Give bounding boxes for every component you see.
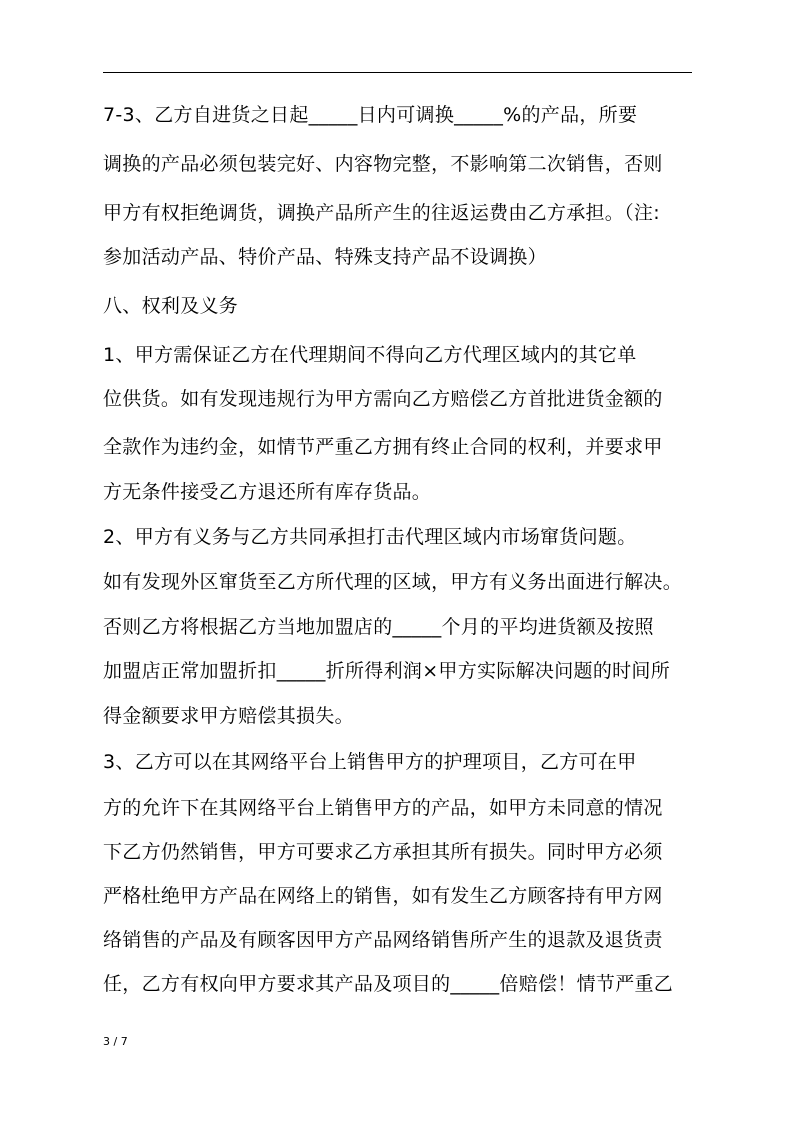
page-number: 3 / 7 xyxy=(103,1035,128,1048)
text-line: 方的允许下在其网络平台上销售甲方的产品，如甲方未同意的情况 xyxy=(103,797,663,819)
text-line: 调换的产品必须包装完好、内容物完整，不影响第二次销售，否则 xyxy=(103,153,663,175)
text-line: 加盟店正常加盟折扣_____折所得利润×甲方实际解决问题的时间所 xyxy=(103,660,671,682)
text-line: 全款作为违约金，如情节严重乙方拥有终止合同的权利，并要求甲 xyxy=(103,436,663,458)
text-line: 2、甲方有义务与乙方共同承担打击代理区域内市场窜货问题。 xyxy=(103,526,637,548)
text-line: 1、甲方需保证乙方在代理期间不得向乙方代理区域内的其它单 xyxy=(103,344,637,366)
text-line: 参加活动产品、特价产品、特殊支持产品不设调换） xyxy=(103,246,547,268)
text-line: 方无条件接受乙方退还所有库存货品。 xyxy=(103,481,432,503)
text-line: 3、乙方可以在其网络平台上销售甲方的护理项目，乙方可在甲 xyxy=(103,751,637,773)
text-line: 7-3、乙方自进货之日起_____日内可调换_____%的产品，所要 xyxy=(103,104,638,126)
text-line: 位供货。如有发现违规行为甲方需向乙方赔偿乙方首批进货金额的 xyxy=(103,388,663,410)
header-rule xyxy=(103,72,692,73)
text-line: 甲方有权拒绝调货，调换产品所产生的往返运费由乙方承担。（注: xyxy=(103,202,660,224)
text-line: 得金额要求甲方赔偿其损失。 xyxy=(103,705,354,727)
section-heading: 八、权利及义务 xyxy=(103,295,239,317)
text-line: 如有发现外区窜货至乙方所代理的区域，甲方有义务出面进行解决。 xyxy=(103,571,683,593)
text-line: 否则乙方将根据乙方当地加盟店的_____个月的平均进货额及按照 xyxy=(103,616,654,638)
text-line: 络销售的产品及有顾客因甲方产品网络销售所产生的退款及退货责 xyxy=(103,929,663,951)
text-line: 严格杜绝甲方产品在网络上的销售，如有发生乙方顾客持有甲方网 xyxy=(103,885,663,907)
text-line: 下乙方仍然销售，甲方可要求乙方承担其所有损失。同时甲方必须 xyxy=(103,841,663,863)
text-line: 任，乙方有权向甲方要求其产品及项目的_____倍赔偿！情节严重乙 xyxy=(103,973,674,995)
